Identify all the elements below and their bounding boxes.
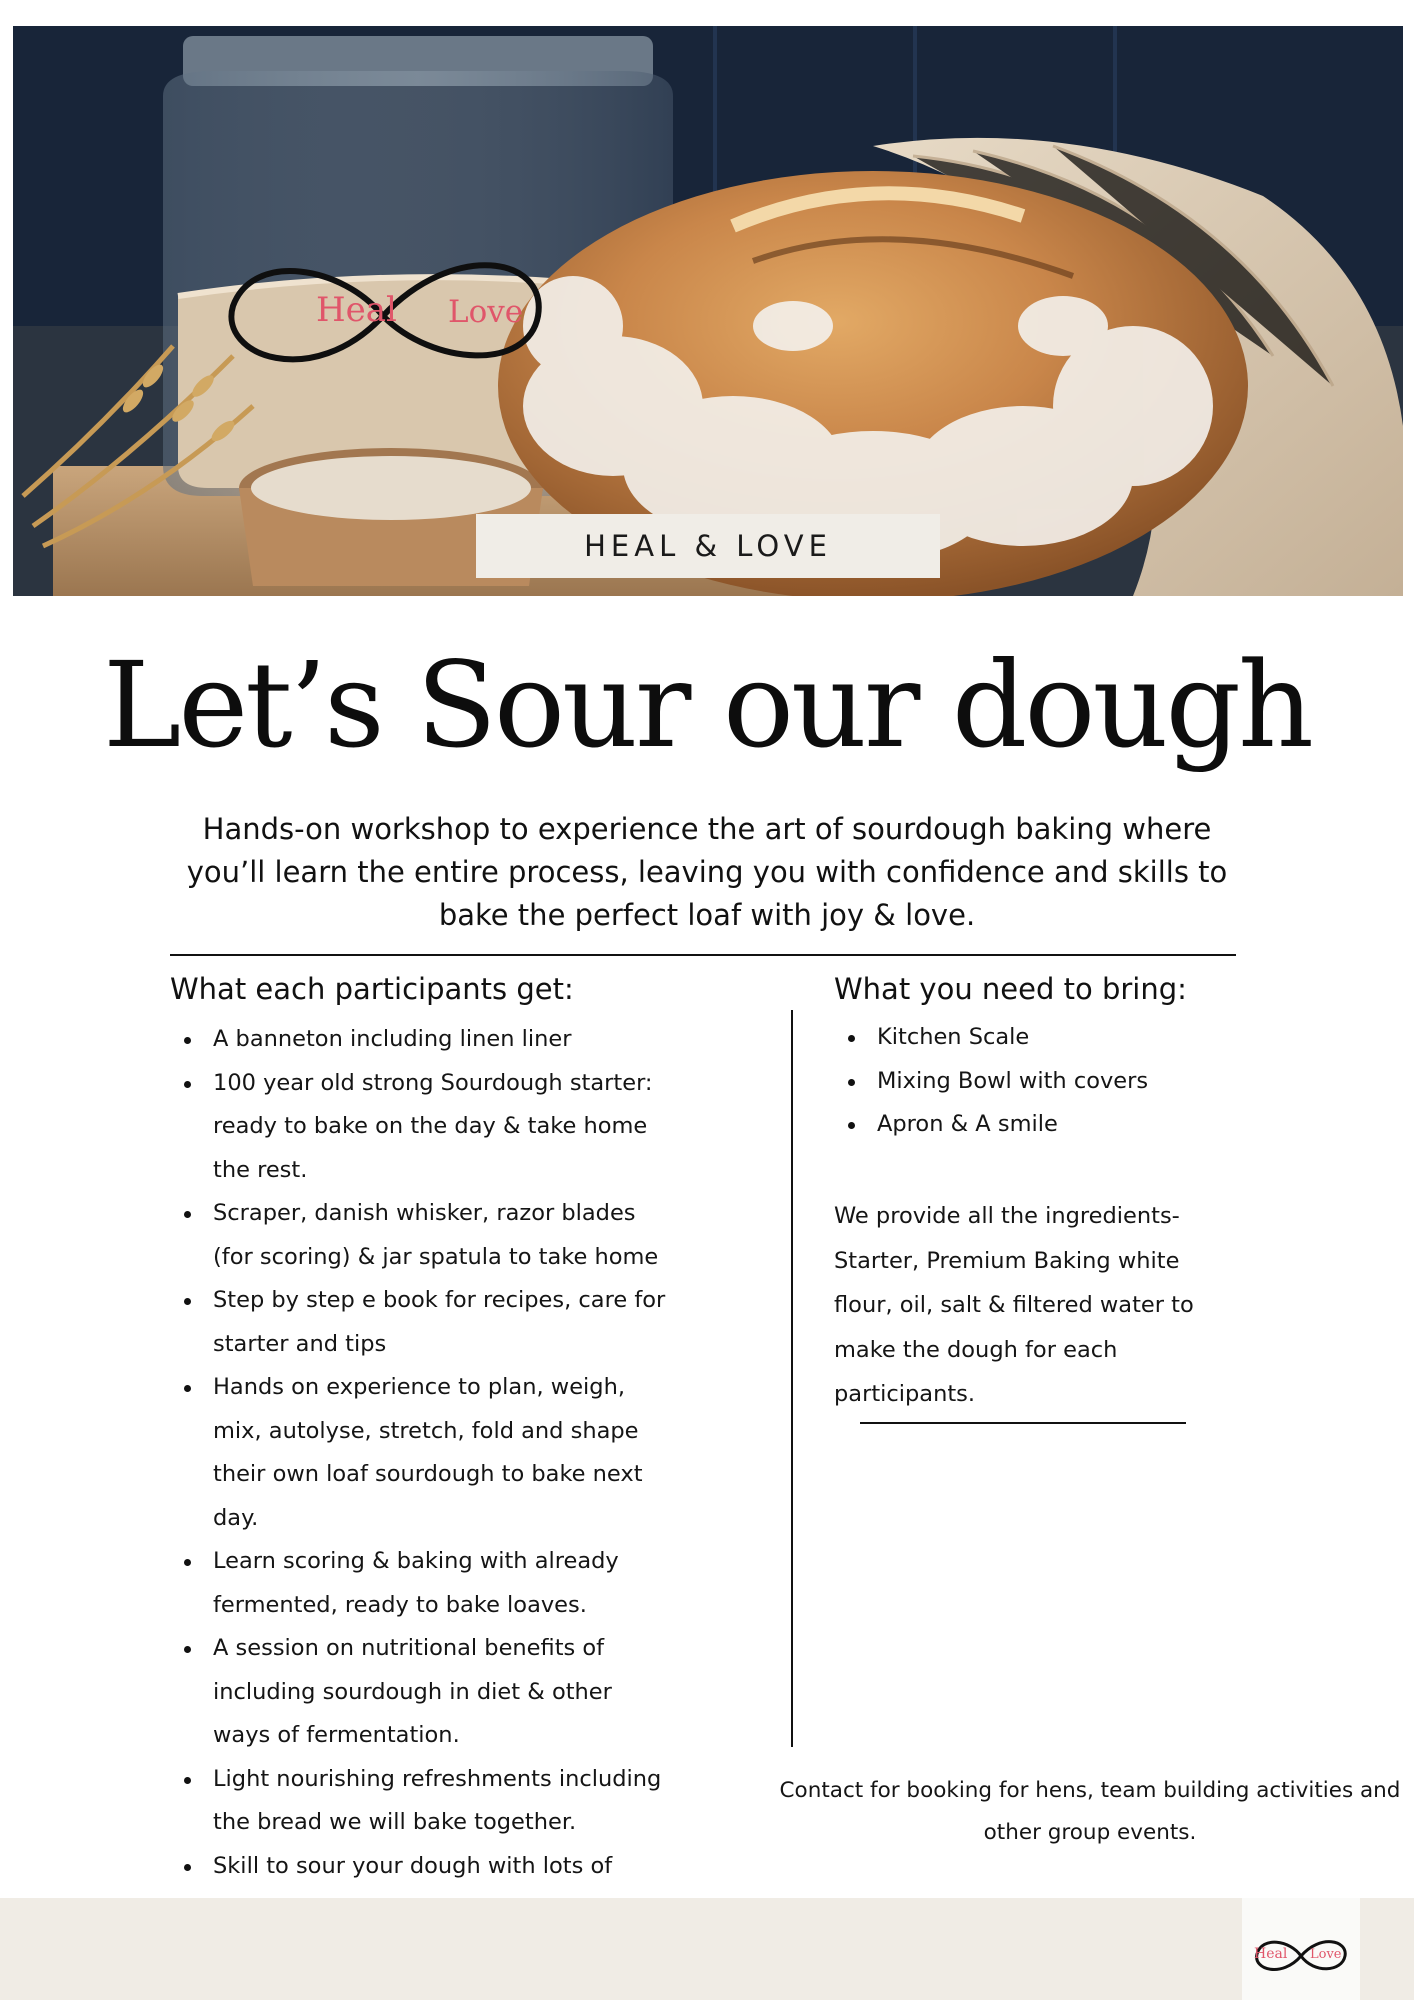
footer-logo-text-heal: Heal [1254, 1946, 1288, 1962]
hero-logo-text-love: Love [448, 294, 524, 330]
bring-list [834, 1016, 1254, 1147]
divider-vertical [791, 1010, 793, 1747]
divider-horizontal [170, 954, 1236, 956]
hero-logo-text-heal: Heal [316, 290, 397, 330]
list-item: Step by step e book for recipes, care for starter and tips [170, 1279, 670, 1366]
list-item: Mixing Bowl with covers [834, 1060, 1254, 1104]
participants-list [170, 1018, 670, 1932]
list-item: A banneton including linen liner [170, 1018, 670, 1062]
list-item: Learn scoring & baking with already fermented, ready to bake loaves. [170, 1540, 670, 1627]
list-item: Apron & A smile [834, 1103, 1254, 1147]
hero-image [13, 26, 1403, 596]
list-item: Light nourishing refreshments including the bread we will bake together. [170, 1758, 670, 1845]
intro-paragraph: Hands-on workshop to experience the art of sourdough baking where you’ll learn the entire process, leaving you with confidence and skills to bake the perfect loaf with joy & love. [186, 812, 1228, 932]
footer-logo-text-love: Love [1310, 1947, 1342, 1962]
bring-heading: What you need to bring: [834, 972, 1187, 1006]
list-item: Scraper, danish whisker, razor blades (for scoring) & jar spatula to take home [170, 1192, 670, 1279]
divider-short [860, 1422, 1186, 1424]
page-title: Let’s Sour our dough [102, 636, 1312, 774]
hero-badge: HEAL & LOVE [476, 514, 940, 578]
footer-logo [1242, 1898, 1360, 2000]
hero-illustration [13, 26, 1403, 596]
list-item: Kitchen Scale [834, 1016, 1254, 1060]
footer-band [0, 1898, 1414, 2000]
ingredients-paragraph: We provide all the ingredients- Starter, Premium Baking white flour, oil, salt & filtered water to make the dough for each participants. [834, 1203, 1194, 1407]
participants-heading: What each participants get: [170, 972, 574, 1006]
contact-note: Contact for booking for hens, team building activities and other group events. [779, 1778, 1401, 1845]
list-item: Skill to sour your dough with lots of [170, 1845, 670, 1932]
list-item: A session on nutritional benefits of including sourdough in diet & other ways of fermentation. [170, 1627, 670, 1758]
list-item: 100 year old strong Sourdough starter: ready to bake on the day & take home the rest. [170, 1062, 670, 1193]
list-item: Hands on experience to plan, weigh, mix, autolyse, stretch, fold and shape their own loaf sourdough to bake next day. [170, 1366, 670, 1540]
